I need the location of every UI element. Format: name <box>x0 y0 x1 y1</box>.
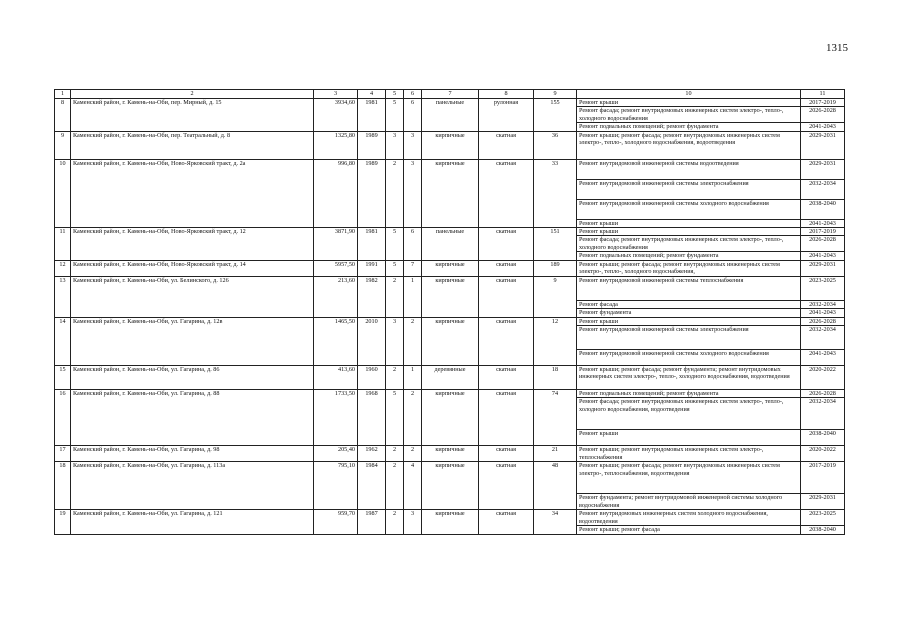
wall-material-cell: деревянные <box>422 366 479 390</box>
residents-cell: 33 <box>534 159 577 227</box>
wall-material-cell: кирпичные <box>422 131 479 159</box>
work-description-cell: Ремонт крыши; ремонт фасада; ремонт внутридомовых инженерных систем электро-, тепло-, холодного водоснабжения, водоотведения <box>577 131 801 159</box>
row-number: 14 <box>55 317 71 365</box>
work-period-cell: 2041-2043 <box>801 219 845 227</box>
work-period-cell: 2026-2028 <box>801 107 845 123</box>
work-period-cell: 2032-2034 <box>801 326 845 350</box>
work-period-cell: 2020-2022 <box>801 446 845 462</box>
column-number: 7 <box>422 90 479 99</box>
work-description-cell: Ремонт внутридомовой инженерной системы водоотведения <box>577 159 801 179</box>
residents-cell: 36 <box>534 131 577 159</box>
residents-cell: 155 <box>534 99 577 132</box>
area-cell: 413,60 <box>314 366 358 390</box>
work-period-cell: 2032-2034 <box>801 300 845 308</box>
address-cell: Каменский район, г. Камень-на-Оби, пер. Мирный, д. 15 <box>71 99 314 132</box>
row-number: 17 <box>55 446 71 462</box>
residents-cell: 18 <box>534 366 577 390</box>
address-cell: Каменский район, г. Камень-на-Оби, Ново-Ярковский тракт, д. 12 <box>71 228 314 261</box>
wall-material-cell: кирпичные <box>422 317 479 365</box>
year-cell: 1989 <box>358 159 386 227</box>
residents-cell: 151 <box>534 228 577 261</box>
column-number: 5 <box>386 90 404 99</box>
work-period-cell: 2026-2028 <box>801 236 845 252</box>
work-period-cell: 2029-2031 <box>801 159 845 179</box>
floors-cell: 5 <box>386 390 404 446</box>
entrances-cell: 2 <box>404 446 422 462</box>
row-number: 10 <box>55 159 71 227</box>
wall-material-cell: кирпичные <box>422 446 479 462</box>
work-description-cell: Ремонт подвальных помещений; ремонт фундамента <box>577 390 801 398</box>
column-number: 10 <box>577 90 801 99</box>
wall-material-cell: кирпичные <box>422 159 479 227</box>
year-cell: 1989 <box>358 131 386 159</box>
row-number: 9 <box>55 131 71 159</box>
table-body <box>55 90 845 535</box>
entrances-cell: 3 <box>404 159 422 227</box>
floors-cell: 5 <box>386 260 404 276</box>
work-description-cell: Ремонт фасада; ремонт внутридомовых инженерных систем электро-, тепло-, холодного водоснабжения <box>577 236 801 252</box>
year-cell: 1991 <box>358 260 386 276</box>
year-cell: 1987 <box>358 510 386 534</box>
table-row <box>55 510 845 526</box>
roof-type-cell: скатная <box>479 260 534 276</box>
entrances-cell: 1 <box>404 276 422 317</box>
row-number: 15 <box>55 366 71 390</box>
work-description-cell: Ремонт внутридомовой инженерной системы электроснабжения <box>577 179 801 199</box>
work-period-cell: 2032-2034 <box>801 179 845 199</box>
work-period-cell: 2038-2040 <box>801 199 845 219</box>
residents-cell: 48 <box>534 462 577 510</box>
row-number: 16 <box>55 390 71 446</box>
column-number: 8 <box>479 90 534 99</box>
roof-type-cell: скатная <box>479 446 534 462</box>
address-cell: Каменский район, г. Камень-на-Оби, ул. Гагарина, д. 113а <box>71 462 314 510</box>
address-cell: Каменский район, г. Камень-на-Оби, ул. Гагарина, д. 121 <box>71 510 314 534</box>
work-period-cell: 2017-2019 <box>801 228 845 236</box>
floors-cell: 2 <box>386 446 404 462</box>
work-period-cell: 2017-2019 <box>801 99 845 107</box>
work-description-cell: Ремонт внутридомовых инженерных систем холодного водоснабжения, водоотведения <box>577 510 801 526</box>
work-description-cell: Ремонт крыши; ремонт фасада; ремонт внутридомовых инженерных систем электро-, тепло-, холодного водоснабжения, <box>577 260 801 276</box>
housing-registry-table <box>54 89 845 535</box>
work-description-cell: Ремонт фасада; ремонт внутридомовых инженерных систем электро-, тепло-, холодного водоснабжения, водоотведения <box>577 398 801 430</box>
table-row <box>55 99 845 107</box>
table-row <box>55 317 845 325</box>
column-number: 4 <box>358 90 386 99</box>
table-row <box>55 446 845 462</box>
area-cell: 205,40 <box>314 446 358 462</box>
work-description-cell: Ремонт крыши <box>577 228 801 236</box>
work-description-cell: Ремонт крыши; ремонт фасада; ремонт внутридомовых инженерных систем электро-, теплоснабжения, водоотведения <box>577 462 801 494</box>
address-cell: Каменский район, г. Камень-на-Оби, Ново-Ярковский тракт, д. 14 <box>71 260 314 276</box>
table-row <box>55 131 845 159</box>
residents-cell: 21 <box>534 446 577 462</box>
wall-material-cell: кирпичные <box>422 462 479 510</box>
area-cell: 996,80 <box>314 159 358 227</box>
work-period-cell: 2029-2031 <box>801 131 845 159</box>
column-number-row <box>55 90 845 99</box>
work-description-cell: Ремонт крыши <box>577 99 801 107</box>
floors-cell: 2 <box>386 366 404 390</box>
work-period-cell: 2041-2043 <box>801 309 845 317</box>
work-description-cell: Ремонт крыши; ремонт фасада <box>577 526 801 534</box>
roof-type-cell: рулонная <box>479 99 534 132</box>
floors-cell: 5 <box>386 228 404 261</box>
table-row <box>55 462 845 494</box>
area-cell: 1733,50 <box>314 390 358 446</box>
work-period-cell: 2023-2025 <box>801 276 845 300</box>
roof-type-cell: скатная <box>479 228 534 261</box>
address-cell: Каменский район, г. Камень-на-Оби, ул. Гагарина, д. 12в <box>71 317 314 365</box>
work-period-cell: 2041-2043 <box>801 123 845 131</box>
column-number: 2 <box>71 90 314 99</box>
work-period-cell: 2038-2040 <box>801 430 845 446</box>
work-description-cell: Ремонт фасада; ремонт внутридомовых инженерных систем электро-, тепло-, холодного водоснабжения <box>577 107 801 123</box>
work-description-cell: Ремонт крыши <box>577 219 801 227</box>
work-description-cell: Ремонт подвальных помещений; ремонт фундамента <box>577 123 801 131</box>
year-cell: 1981 <box>358 99 386 132</box>
work-period-cell: 2026-2028 <box>801 390 845 398</box>
roof-type-cell: скатная <box>479 510 534 534</box>
area-cell: 3871,90 <box>314 228 358 261</box>
work-period-cell: 2023-2025 <box>801 510 845 526</box>
residents-cell: 74 <box>534 390 577 446</box>
entrances-cell: 7 <box>404 260 422 276</box>
entrances-cell: 6 <box>404 99 422 132</box>
work-description-cell: Ремонт крыши; ремонт внутридомовых инженерных систем электро-, теплоснабжения <box>577 446 801 462</box>
area-cell: 1465,50 <box>314 317 358 365</box>
entrances-cell: 1 <box>404 366 422 390</box>
year-cell: 2010 <box>358 317 386 365</box>
year-cell: 1962 <box>358 446 386 462</box>
year-cell: 1981 <box>358 228 386 261</box>
wall-material-cell: кирпичные <box>422 390 479 446</box>
work-period-cell: 2032-2034 <box>801 398 845 430</box>
area-cell: 5957,50 <box>314 260 358 276</box>
table-row <box>55 366 845 390</box>
address-cell: Каменский район, г. Камень-на-Оби, ул. Гагарина, д. 98 <box>71 446 314 462</box>
year-cell: 1968 <box>358 390 386 446</box>
floors-cell: 5 <box>386 99 404 132</box>
row-number: 18 <box>55 462 71 510</box>
year-cell: 1960 <box>358 366 386 390</box>
residents-cell: 189 <box>534 260 577 276</box>
roof-type-cell: скатная <box>479 317 534 365</box>
floors-cell: 3 <box>386 131 404 159</box>
entrances-cell: 3 <box>404 131 422 159</box>
floors-cell: 2 <box>386 510 404 534</box>
work-description-cell: Ремонт подвальных помещений; ремонт фундамента <box>577 252 801 260</box>
roof-type-cell: скатная <box>479 390 534 446</box>
work-period-cell: 2029-2031 <box>801 260 845 276</box>
column-number: 1 <box>55 90 71 99</box>
table-row <box>55 260 845 276</box>
wall-material-cell: кирпичные <box>422 276 479 317</box>
address-cell: Каменский район, г. Камень-на-Оби, Ново-Ярковский тракт, д. 2а <box>71 159 314 227</box>
column-number: 3 <box>314 90 358 99</box>
work-period-cell: 2017-2019 <box>801 462 845 494</box>
area-cell: 3934,60 <box>314 99 358 132</box>
work-description-cell: Ремонт фасада <box>577 300 801 308</box>
area-cell: 1325,80 <box>314 131 358 159</box>
roof-type-cell: скатная <box>479 366 534 390</box>
work-description-cell: Ремонт внутридомовой инженерной системы электроснабжения <box>577 326 801 350</box>
entrances-cell: 6 <box>404 228 422 261</box>
residents-cell: 9 <box>534 276 577 317</box>
area-cell: 213,60 <box>314 276 358 317</box>
entrances-cell: 2 <box>404 317 422 365</box>
area-cell: 959,70 <box>314 510 358 534</box>
area-cell: 795,10 <box>314 462 358 510</box>
work-period-cell: 2026-2028 <box>801 317 845 325</box>
row-number: 12 <box>55 260 71 276</box>
address-cell: Каменский район, г. Камень-на-Оби, пер. Театральный, д. 8 <box>71 131 314 159</box>
work-description-cell: Ремонт фундамента; ремонт внутридомовой инженерной системы холодного водоснабжения <box>577 494 801 510</box>
year-cell: 1982 <box>358 276 386 317</box>
table-row <box>55 390 845 398</box>
wall-material-cell: панельные <box>422 99 479 132</box>
floors-cell: 2 <box>386 462 404 510</box>
roof-type-cell: скатная <box>479 131 534 159</box>
row-number: 13 <box>55 276 71 317</box>
table-row <box>55 276 845 300</box>
work-description-cell: Ремонт внутридомовой инженерной системы теплоснабжения <box>577 276 801 300</box>
floors-cell: 2 <box>386 159 404 227</box>
wall-material-cell: кирпичные <box>422 260 479 276</box>
column-number: 6 <box>404 90 422 99</box>
work-period-cell: 2020-2022 <box>801 366 845 390</box>
table-row <box>55 228 845 236</box>
year-cell: 1984 <box>358 462 386 510</box>
wall-material-cell: кирпичные <box>422 510 479 534</box>
roof-type-cell: скатная <box>479 276 534 317</box>
row-number: 8 <box>55 99 71 132</box>
page-number: 1315 <box>826 42 848 54</box>
entrances-cell: 3 <box>404 510 422 534</box>
work-period-cell: 2029-2031 <box>801 494 845 510</box>
row-number: 19 <box>55 510 71 534</box>
address-cell: Каменский район, г. Камень-на-Оби, ул. Белинского, д. 126 <box>71 276 314 317</box>
residents-cell: 12 <box>534 317 577 365</box>
column-number: 9 <box>534 90 577 99</box>
floors-cell: 3 <box>386 317 404 365</box>
work-description-cell: Ремонт внутридомовой инженерной системы холодного водоснабжения <box>577 350 801 366</box>
residents-cell: 34 <box>534 510 577 534</box>
roof-type-cell: скатная <box>479 462 534 510</box>
address-cell: Каменский район, г. Камень-на-Оби, ул. Гагарина, д. 86 <box>71 366 314 390</box>
work-description-cell: Ремонт крыши; ремонт фасада; ремонт фундамента; ремонт внутридомовых инженерных систем электро-, тепло-, холодного водоснабжения, водоотведения <box>577 366 801 390</box>
address-cell: Каменский район, г. Камень-на-Оби, ул. Гагарина, д. 88 <box>71 390 314 446</box>
column-number: 11 <box>801 90 845 99</box>
work-period-cell: 2041-2043 <box>801 252 845 260</box>
entrances-cell: 2 <box>404 390 422 446</box>
work-period-cell: 2041-2043 <box>801 350 845 366</box>
work-description-cell: Ремонт крыши <box>577 317 801 325</box>
wall-material-cell: панельные <box>422 228 479 261</box>
entrances-cell: 4 <box>404 462 422 510</box>
row-number: 11 <box>55 228 71 261</box>
floors-cell: 2 <box>386 276 404 317</box>
work-description-cell: Ремонт крыши <box>577 430 801 446</box>
work-description-cell: Ремонт внутридомовой инженерной системы холодного водоснабжения <box>577 199 801 219</box>
roof-type-cell: скатная <box>479 159 534 227</box>
work-description-cell: Ремонт фундамента <box>577 309 801 317</box>
table-row <box>55 159 845 179</box>
work-period-cell: 2038-2040 <box>801 526 845 534</box>
